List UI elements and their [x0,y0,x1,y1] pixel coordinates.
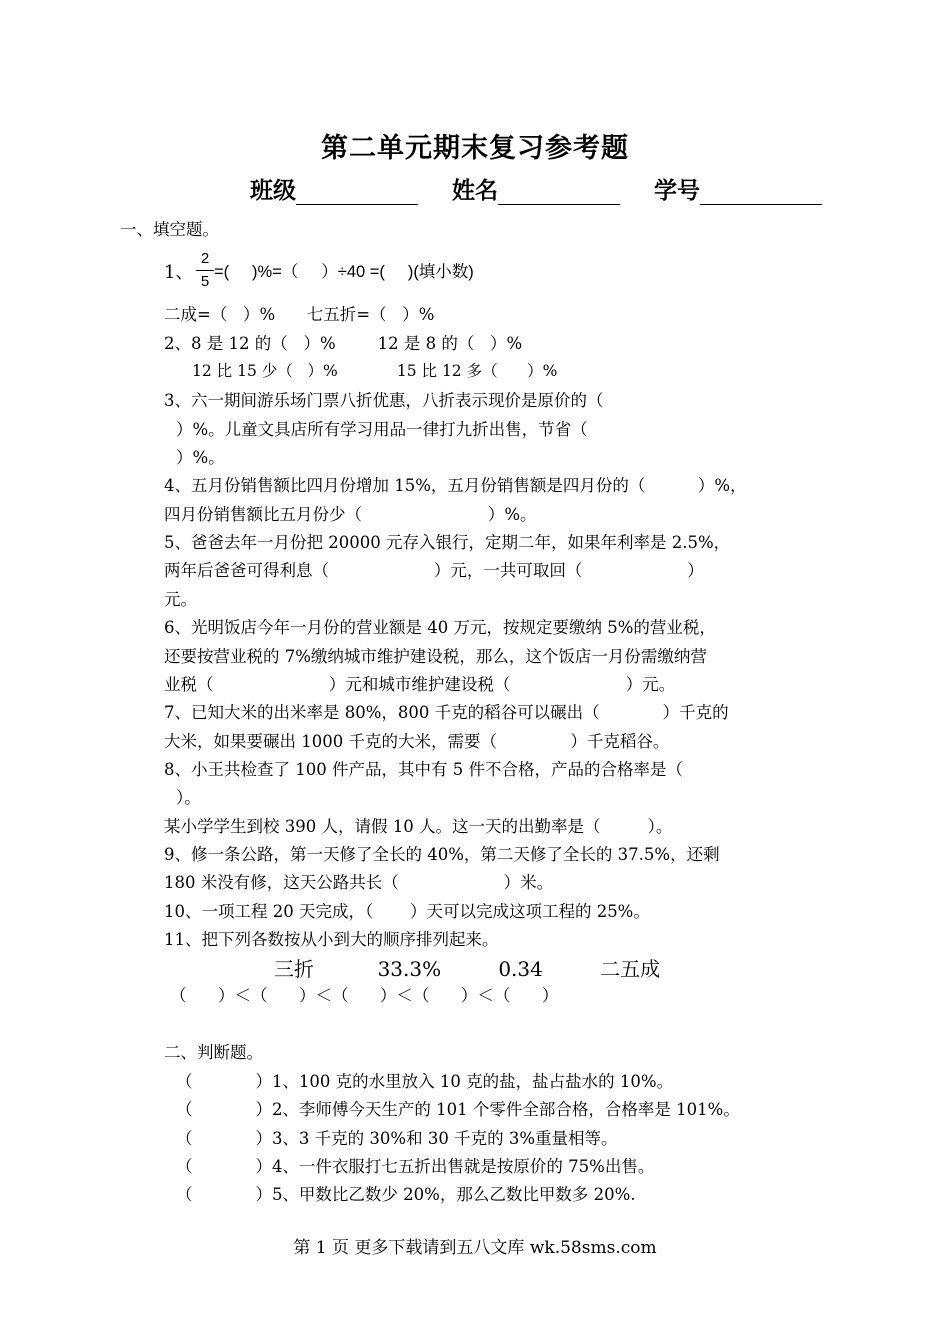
section-true-false-heading: 二、判断题。 [164,1043,263,1062]
judge-item-5: （ ）5、甲数比乙数少 20%，那么乙数比甲数多 20%. [176,1185,636,1204]
q8a-text: 8、小王共检查了 100 件产品，其中有 5 件不合格，产品的合格率是（ [164,760,683,779]
q8b-text: ）。 [176,788,201,807]
q3b-text: ）%。儿童文具店所有学习用品一律打九折出售，节省（ [176,420,588,439]
page-footer: 第 1 页 更多下载请到五八文库 wk.58sms.com [293,1238,657,1258]
q9a-text: 9、修一条公路，第一天修了全长的 40%，第二天修了全长的 37.5%，还剩 [164,845,720,864]
q1-text: =( )%=（ ）÷40 =( )(填小数) [214,263,474,281]
q6c-text: 业税（ ）元和城市维护建设税（ ）元。 [164,675,676,694]
q1-fraction [196,250,214,291]
q3c-text: ）%。 [176,448,225,467]
q10-text: 10、一项工程 20 天完成，（ ）天可以完成这项工程的 25%。 [164,902,650,921]
q8c-text: 某小学学生到校 390 人，请假 10 人。这一天的出勤率是（ ）。 [164,817,673,836]
q6a-text: 6、光明饭店今年一月份的营业额是 40 万元，按规定要缴纳 5%的营业税， [164,618,716,637]
q5c-text: 元。 [164,590,197,609]
q4b-text: 四月份销售额比五月份少（ ）%。 [164,505,537,524]
q2b-text: 12 比 15 少（ ）% 15 比 12 多（ ）% [192,362,558,380]
q2a-text: 2、8 是 12 的（ ）% 12 是 8 的（ ）% [164,334,523,353]
q11-blanks: （ ）＜（ ）＜（ ）＜（ ）＜（ ） [170,986,559,1005]
name-blank[interactable] [498,180,620,205]
fraction-bar [196,270,214,271]
q11-text: 11、把下列各数按从小到大的顺序排列起来。 [164,930,499,949]
class-label: 班级 [250,178,296,204]
q6b-text: 还要按营业税的 7%缴纳城市维护建设税，那么，这个饭店一月份需缴纳营 [164,647,707,666]
page-title: 第二单元期末复习参考题 [321,133,629,164]
judge-item-4: （ ）4、一件衣服打七五折出售就是按原价的 75%出售。 [176,1157,655,1176]
judge-item-1: （ ）1、100 克的水里放入 10 克的盐，盐占盐水的 10%。 [176,1072,674,1091]
id-label: 学号 [654,178,701,204]
q1b-text: 二成=（ ）% 七五折=（ ）% [164,305,435,324]
name-label: 姓名 [452,178,499,204]
q5a-text: 5、爸爸去年一月份把 20000 元存入银行，定期二年，如果年利率是 2.5%， [164,533,731,552]
q11-items: 三折 33.3% 0.34 二五成 [274,957,661,981]
fraction-denominator: 5 [200,273,210,290]
judge-item-3: （ ）3、3 千克的 30%和 30 千克的 3%重量相等。 [176,1129,618,1148]
q3a-text: 3、六一期间游乐场门票八折优惠，八折表示现价是原价的（ [164,391,604,410]
student-info-row [250,172,850,205]
fraction-numerator: 2 [200,250,210,267]
q5b-text: 两年后爸爸可得利息（ ）元，一共可取回（ ） [164,561,704,580]
q7a-text: 7、已知大米的出米率是 80%，800 千克的稻谷可以碾出（ ）千克的 [164,703,729,722]
q4a-text: 4、五月份销售额比四月份增加 15%，五月份销售额是四月份的（ ）%， [164,476,747,495]
q9b-text: 180 米没有修，这天公路共长（ ）米。 [164,873,554,892]
judge-item-2: （ ）2、李师傅今天生产的 101 个零件全部合格，合格率是 101%。 [176,1100,740,1119]
id-blank[interactable] [700,180,822,205]
q1-prefix: 1、 [164,262,194,283]
q7b-text: 大米，如果要碾出 1000 千克的大米，需要（ ）千克稻谷。 [164,732,670,751]
section-fill-in-heading: 一、填空题。 [120,220,219,239]
class-blank[interactable] [296,180,418,205]
